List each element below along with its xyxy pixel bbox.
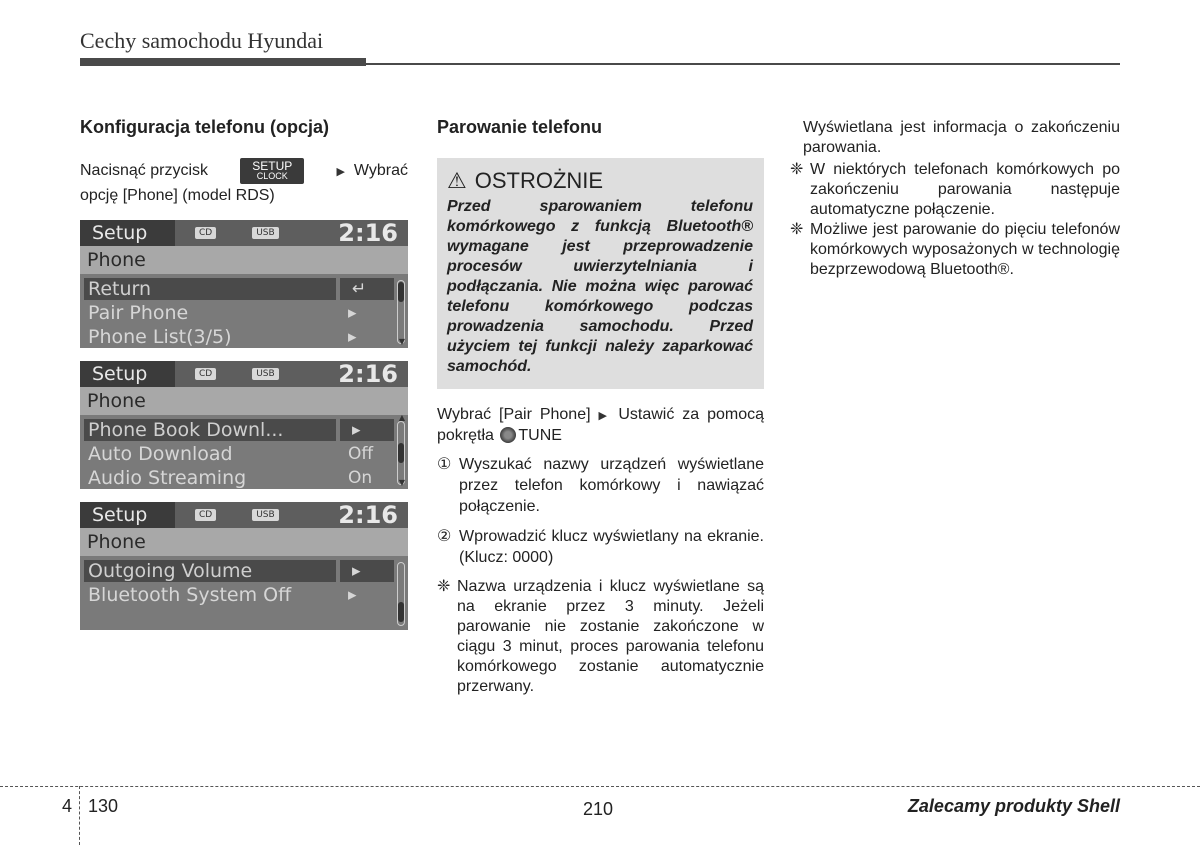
menu-row-auto-download: Auto Download Off	[84, 442, 408, 466]
display-screen	[80, 502, 408, 630]
setup-button-label: SETUP	[252, 159, 293, 173]
section-heading: Konfiguracja telefonu (opcja)	[80, 117, 330, 137]
column-phone-setup	[80, 112, 408, 643]
instruction-text-2: opcję [Phone] (model RDS)	[80, 187, 275, 204]
screen-subheader: Phone	[80, 528, 408, 556]
setup-clock-button	[240, 158, 304, 184]
chevron-right-icon: ▸	[340, 560, 394, 582]
instruction-step: ▶ Wybrać	[336, 161, 408, 179]
screen-subheader: Phone	[80, 246, 408, 274]
scroll-thumb	[398, 282, 404, 302]
section-heading: Parowanie telefonu	[437, 117, 603, 137]
column-notes	[790, 118, 1120, 280]
screen-topbar	[80, 502, 408, 528]
menu-row-phone-book-download: Phone Book Downl... ▸	[84, 418, 408, 442]
page-header-title: Cechy samochodu Hyundai	[80, 28, 324, 53]
display-screen	[80, 220, 408, 348]
cd-badge: CD	[195, 368, 216, 380]
caution-box	[437, 158, 764, 389]
footer-slogan: Zalecamy produkty Shell	[907, 796, 1120, 816]
screen-topbar	[80, 220, 408, 246]
setting-value: Off	[348, 444, 374, 464]
chapter-number: 4	[62, 796, 73, 816]
cd-badge: CD	[195, 509, 216, 521]
scroll-thumb	[398, 602, 404, 622]
header-rule-thick	[80, 58, 366, 66]
usb-badge: USB	[252, 227, 278, 239]
screen-title: Setup	[80, 220, 175, 246]
menu-row-return: Return ↵	[84, 277, 408, 301]
footer-divider	[0, 786, 1200, 787]
display-screen	[80, 361, 408, 489]
page-number: 130	[88, 796, 119, 816]
chevron-right-icon: ▸	[348, 327, 357, 347]
warning-icon: ⚠	[447, 168, 467, 193]
screen-title: Setup	[80, 361, 175, 387]
menu-row-pair-phone: Pair Phone ▸	[84, 301, 408, 325]
cd-badge: CD	[195, 227, 216, 239]
screen-clock: 2:16	[338, 501, 398, 529]
chevron-right-icon: ▸	[348, 303, 357, 323]
instruction-text: Nacisnąć przycisk	[80, 162, 209, 179]
pair-instruction: Wybrać [Pair Phone] ▶ Ustawić za pomocą pokrętła TUNE	[437, 406, 764, 444]
scroll-down-icon: ▼	[398, 337, 405, 346]
list-item: ② Wprowadzić klucz wyświetlany na ekranie. (Klucz: 0000)	[437, 528, 764, 566]
return-icon: ↵	[340, 278, 394, 300]
screen-topbar	[80, 361, 408, 387]
menu-row-outgoing-volume: Outgoing Volume ▸	[84, 559, 408, 583]
scroll-thumb	[398, 443, 404, 463]
usb-badge: USB	[252, 368, 278, 380]
note-item: ❈ Nazwa urządzenia i klucz wyświetlane są na ekranie przez 3 minuty. Jeżeli parowanie nie zostanie zakończone w ciągu 3 minut, proces parowania telefonu komórkowego zostanie automatycznie przerwany.	[437, 578, 764, 695]
menu-row-bluetooth-off: Bluetooth System Off ▸	[84, 583, 408, 607]
screen-clock: 2:16	[338, 360, 398, 388]
arrow-right-icon: ▶	[336, 165, 345, 178]
menu-row-audio-streaming: Audio Streaming On	[84, 466, 408, 490]
list-item: ① Wyszukać nazwy urządzeń wyświetlane przez telefon komórkowy i nawiązać połączenie.	[437, 456, 764, 515]
chevron-right-icon: ▸	[340, 419, 394, 441]
screen-clock: 2:16	[338, 219, 398, 247]
document-page-number: 210	[583, 799, 614, 819]
note-item: ❈ Możliwe jest parowanie do pięciu telefonów komórkowych wyposażonych w technologię bezprzewodową Bluetooth®.	[790, 221, 1120, 278]
usb-badge: USB	[252, 509, 278, 521]
screen-subheader: Phone	[80, 387, 408, 415]
completion-text: Wyświetlana jest informacja o zakończeniu parowania.	[803, 119, 1120, 156]
setting-value: On	[348, 468, 373, 488]
instruction-line	[80, 158, 408, 184]
caution-title: OSTROŻNIE	[474, 168, 604, 193]
scroll-up-icon: ▲	[398, 413, 405, 422]
tune-knob-icon	[500, 427, 516, 443]
caution-body: Przed sparowaniem telefonu komórkowego z funkcją Bluetooth® wymagane jest przeprowadzenie procesów uwierzytelniania i podłączania. Nie można więc parować telefonu komórkowego podczas prowadzenia samochodu. Przed użyciem tej funkcji należy zaparkować samochód.	[447, 198, 753, 375]
scroll-down-icon: ▼	[398, 478, 405, 487]
clock-button-label: CLOCK	[256, 171, 288, 181]
chevron-right-icon: ▸	[348, 585, 357, 605]
arrow-right-icon: ▶	[598, 410, 611, 422]
column-pairing	[437, 112, 764, 697]
footer-vertical-divider	[79, 786, 80, 845]
menu-row-phone-list: Phone List(3/5) ▸	[84, 325, 408, 349]
screen-title: Setup	[80, 502, 175, 528]
header-rule-thin	[366, 63, 1120, 65]
note-item: ❈ W niektórych telefonach komórkowych po zakończeniu parowania następuje automatyczne połączenie.	[790, 161, 1120, 218]
